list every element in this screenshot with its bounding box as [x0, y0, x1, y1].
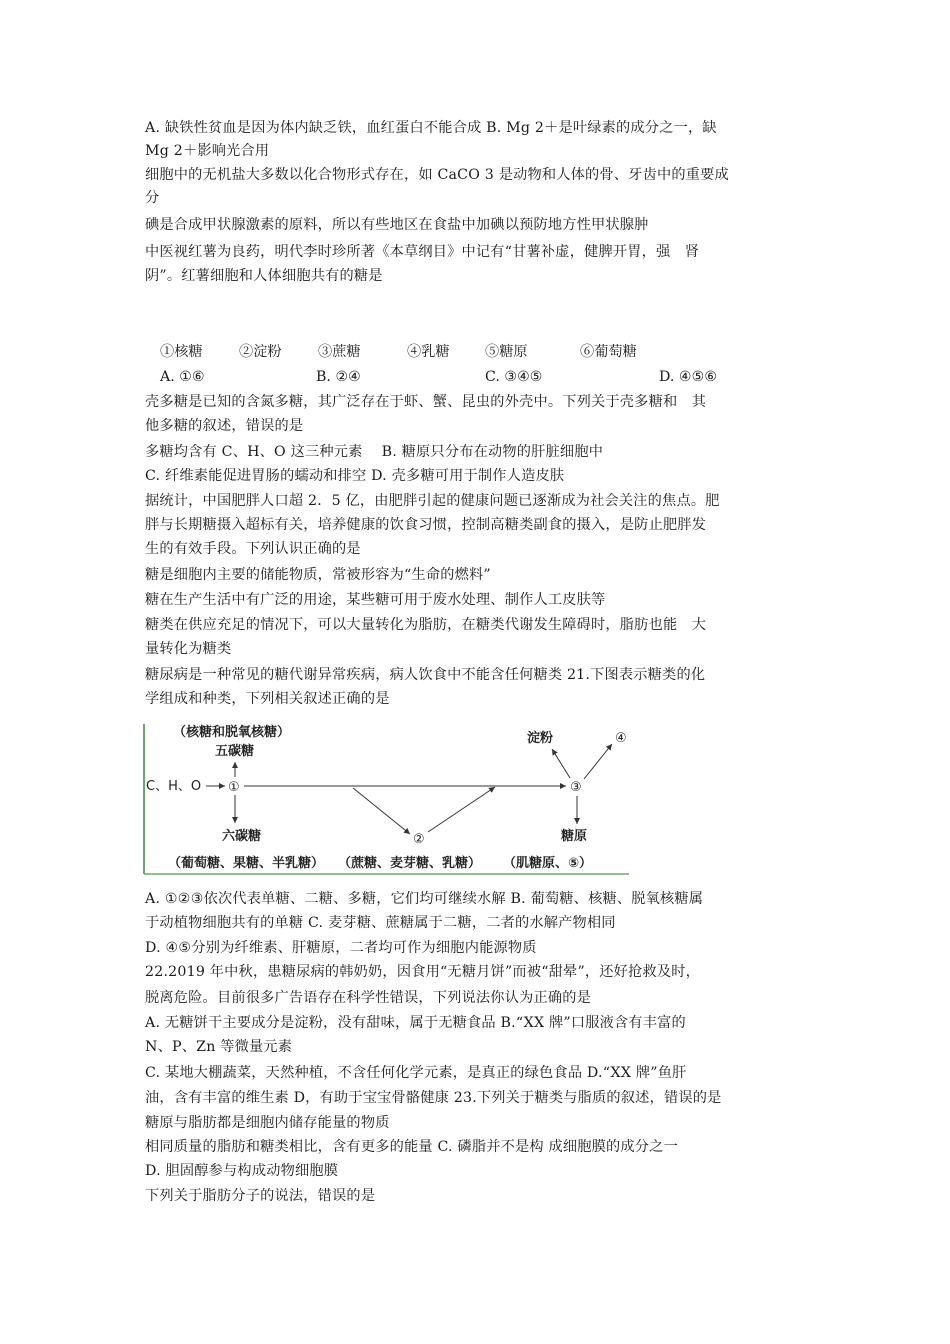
text-line: 碘是合成甲状腺激素的原料，所以有些地区在食盐中加碘以预防地方性甲状腺肿 [145, 217, 649, 233]
node-2: ② [413, 832, 425, 847]
text-line: 糖尿病是一种常见的糖代谢异常疾病，病人饮食中不能含任何糖类 21.下图表示糖类的化 [145, 667, 706, 683]
text-line: D. ④⑤分别为纤维素、肝糖原，二者均可作为细胞内能源物质 [145, 940, 537, 956]
sugar-item: ③蔗糖 [318, 344, 361, 360]
text-line: 学组成和种类，下列相关叙述正确的是 [145, 691, 390, 707]
label-elements: C、H、O [146, 779, 202, 794]
text-line: N、P、Zn 等微量元素 [145, 1039, 293, 1055]
sugar-item: ⑥葡萄糖 [580, 344, 637, 360]
arrow-to-2 [353, 788, 410, 834]
text-line: Mg 2＋影响光合用 [145, 143, 270, 159]
text-line: 阴”。红薯细胞和人体细胞共有的糖是 [145, 268, 383, 284]
text-line: 壳多糖是已知的含氮多糖，其广泛存在于虾、蟹、昆虫的外壳中。下列关于壳多糖和 其 [145, 394, 707, 410]
choice-b: B. ②④ [316, 369, 361, 385]
arrow-3-to-starch [552, 749, 570, 778]
text-line: 于动植物细胞共有的单糖 C. 麦芽糖、蔗糖属于二糖，二者的水解产物相同 [145, 915, 616, 931]
text-line: 糖在生产生活中有广泛的用途，某些糖可用于废水处理、制作人工皮肤等 [145, 592, 606, 608]
choice-a: A. ①⑥ [160, 369, 205, 385]
text-line: 据统计，中国肥胖人口超 2．5 亿，由肥胖引起的健康问题已逐渐成为社会关注的焦点。肥 [145, 493, 720, 509]
text-line: 糖类在供应充足的情况下，可以大量转化为脂肪，在糖类代谢发生障碍时，脂肪也能 大 [145, 617, 707, 633]
node-1: ① [228, 780, 240, 795]
label-starch: 淀粉 [527, 731, 554, 746]
text-line: 多糖均含有 C、H、O 这三种元素 B. 糖原只分布在动物的肝脏细胞中 [145, 444, 604, 460]
text-line: 胖与长期糖摄入超标有关，培养健康的饮食习惯，控制高糖类副食的摄入，是防止肥胖发 [145, 517, 707, 533]
figure-svg [143, 722, 630, 876]
text-line: 细胞中的无机盐大多数以化合物形式存在，如 CaCO 3 是动物和人体的骨、牙齿中的重要成 [145, 167, 729, 183]
text-line: 油，含有丰富的维生素 D，有助于宝宝骨骼健康 23.下列关于糖类与脂质的叙述，错误的是 [145, 1090, 722, 1106]
text-line: C. 纤维素能促进胃肠的蠕动和排空 D. 壳多糖可用于制作人造皮肤 [145, 468, 565, 484]
label-top-note: （核糖和脱氧核糖） [173, 725, 291, 740]
text-line: 22.2019 年中秋，患糖尿病的韩奶奶，因食用“无糖月饼”而被“甜晕”，还好抢救及时， [145, 964, 700, 980]
sugar-item: ①核糖 [160, 344, 203, 360]
arrow-3-to-4 [584, 744, 612, 779]
text-line: A. 无糖饼干主要成分是淀粉，没有甜味，属于无糖食品 B.“XX 牌”口服液含有丰富的 [145, 1015, 686, 1031]
sugar-item: ④乳糖 [407, 344, 450, 360]
label-six-carbon: 六碳糖 [222, 829, 262, 844]
text-line: 糖是细胞内主要的储能物质，常被形容为“生命的燃料” [145, 567, 491, 583]
arrow-2-to-3 [428, 787, 495, 832]
text-line: A. ①②③依次代表单糖、二糖、多糖，它们均可继续水解 B. 葡萄糖、核糖、脱氧核糖属 [145, 891, 704, 907]
choice-c: C. ③④⑤ [485, 369, 543, 385]
text-line: 脱离危险。目前很多广告语存在科学性错误，下列说法你认为正确的是 [145, 990, 592, 1006]
text-line: 量转化为糖类 [145, 641, 232, 657]
text-line: A. 缺铁性贫血是因为体内缺乏铁，血红蛋白不能合成 B. Mg 2＋是叶绿素的成分之一，缺 [145, 120, 717, 136]
text-line: C. 某地大棚蔬菜，天然种植，不含任何化学元素，是真正的绿色食品 D.“XX 牌”鱼肝 [145, 1065, 687, 1081]
label-five-carbon: 五碳糖 [215, 744, 255, 759]
text-line: 分 [145, 190, 160, 206]
sugar-item: ②淀粉 [239, 344, 282, 360]
node-3: ③ [570, 780, 582, 795]
text-line: 糖原与脂肪都是细胞内储存能量的物质 [145, 1115, 390, 1131]
text-line: 相同质量的脂肪和糖类相比，含有更多的能量 C. 磷脂并不是构 成细胞膜的成分之一 [145, 1139, 678, 1155]
text-line: 生的有效手段。下列认识正确的是 [145, 541, 361, 557]
text-line: 他多糖的叙述，错误的是 [145, 418, 304, 434]
sugar-item: ⑤糖原 [485, 344, 528, 360]
node-4: ④ [615, 731, 627, 746]
label-polysaccharide-note: （肌糖原、⑤） [503, 856, 593, 871]
label-glycogen: 糖原 [561, 829, 588, 844]
label-disaccharide-note: （蔗糖、麦芽糖、乳糖） [338, 856, 482, 871]
choice-d: D. ④⑤⑥ [659, 369, 718, 385]
sugar-classification-figure [143, 722, 630, 876]
label-monosaccharide-note: （葡萄糖、果糖、半乳糖） [168, 856, 325, 871]
text-line: D. 胆固醇参与构成动物细胞膜 [145, 1163, 339, 1179]
text-line: 中医视红薯为良药，明代李时珍所著《本草纲目》中记有“甘薯补虚，健脾开胃，强 肾 [145, 244, 700, 260]
text-line: 下列关于脂肪分子的说法，错误的是 [145, 1188, 376, 1204]
